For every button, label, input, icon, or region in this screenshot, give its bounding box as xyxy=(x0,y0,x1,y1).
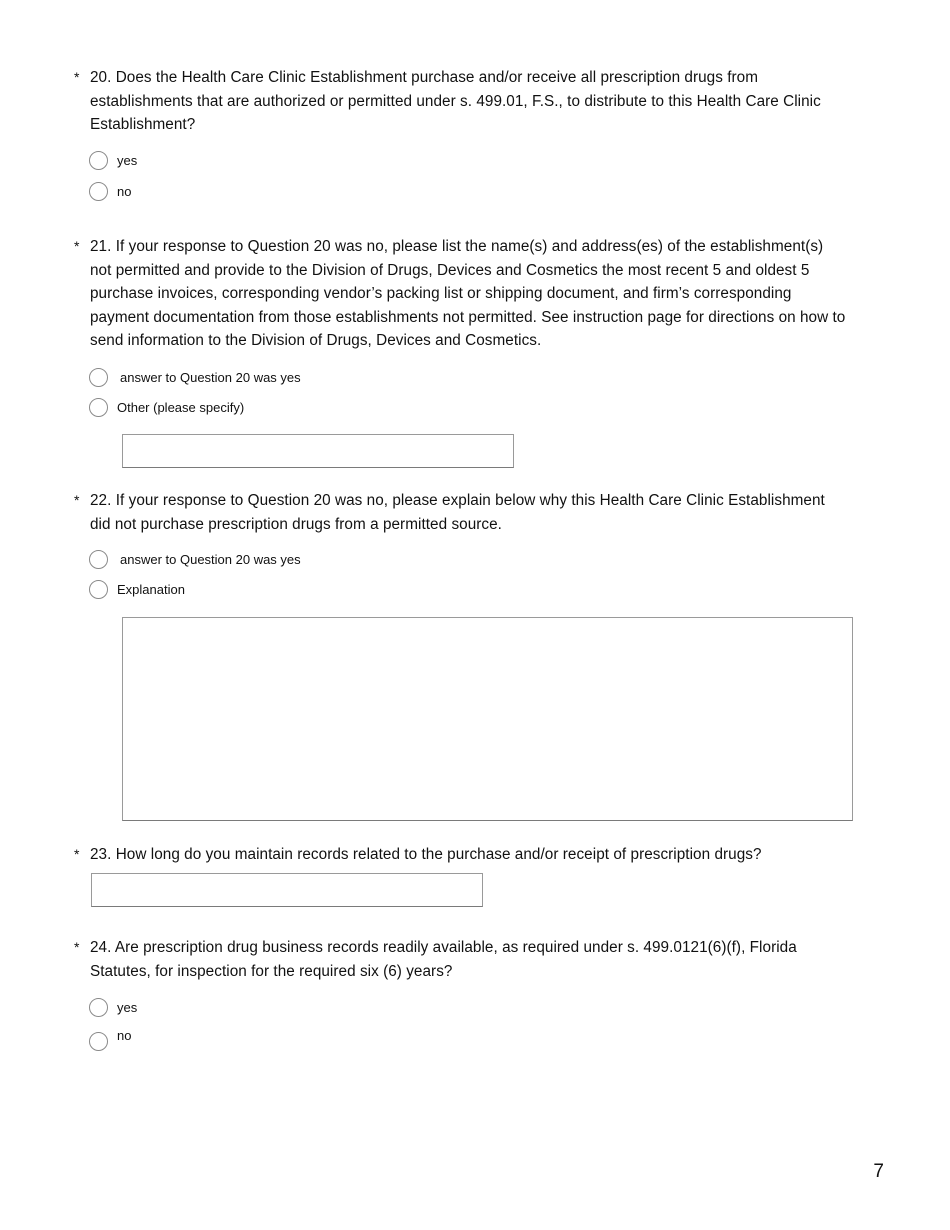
question-20 xyxy=(74,66,848,137)
question-22 xyxy=(74,489,848,536)
required-marker: * xyxy=(74,69,80,85)
question-21 xyxy=(74,235,848,353)
q22-answer-yes-label: answer to Question 20 was yes xyxy=(120,551,301,567)
q24-yes-radio[interactable] xyxy=(89,998,108,1017)
q20-option-no[interactable] xyxy=(89,180,131,202)
q21-option-answer-yes[interactable] xyxy=(89,366,301,388)
question-24 xyxy=(74,936,848,983)
question-23-text: 23. How long do you maintain records related to the purchase and/or receipt of prescription drugs? xyxy=(90,846,762,863)
q21-option-other[interactable] xyxy=(89,396,244,418)
question-23 xyxy=(74,843,848,867)
q21-answer-yes-radio[interactable] xyxy=(89,368,108,387)
q21-other-specify-input[interactable] xyxy=(122,434,514,468)
q22-option-answer-yes[interactable] xyxy=(89,548,301,570)
q24-no-radio[interactable] xyxy=(89,1032,108,1051)
q21-answer-yes-label: answer to Question 20 was yes xyxy=(120,369,301,385)
q24-yes-label: yes xyxy=(117,999,138,1015)
question-22-text: 22. If your response to Question 20 was no, please explain below why this Health Care Clinic Establishment did not purchase prescription drugs from a permitted source. xyxy=(90,492,825,533)
q22-option-explanation[interactable] xyxy=(89,578,185,600)
page-number: 7 xyxy=(873,1161,884,1182)
q20-yes-radio[interactable] xyxy=(89,151,108,170)
q20-no-radio[interactable] xyxy=(89,182,108,201)
q22-explanation-textarea[interactable] xyxy=(122,617,853,821)
q22-explanation-radio[interactable] xyxy=(89,580,108,599)
q22-explanation-label: Explanation xyxy=(117,581,185,597)
q24-option-yes[interactable] xyxy=(89,996,137,1018)
q24-no-label: no xyxy=(117,1028,132,1043)
q24-option-no[interactable] xyxy=(89,1028,132,1053)
required-marker: * xyxy=(74,846,80,862)
q23-duration-input[interactable] xyxy=(91,873,483,907)
question-24-text: 24. Are prescription drug business records readily available, as required under s. 499.0121(6)(f), Florida Statutes, for inspection for the required six (6) years? xyxy=(90,939,797,980)
q20-no-label: no xyxy=(117,183,132,199)
q21-other-radio[interactable] xyxy=(89,398,108,417)
required-marker: * xyxy=(74,492,80,508)
q20-option-yes[interactable] xyxy=(89,149,137,171)
q22-answer-yes-radio[interactable] xyxy=(89,550,108,569)
q20-yes-label: yes xyxy=(117,152,138,168)
q21-other-label: Other (please specify) xyxy=(117,399,245,415)
question-21-text: 21. If your response to Question 20 was no, please list the name(s) and address(es) of the establishment(s) not permitted and provide to the Division of Drugs, Devices and Cosmetics the most recent 5 and oldest 5 purchase invoices, corresponding vendor’s packing list or shipping document, and firm’s corresponding payment documentation from those establishments not permitted. See instruction page for directions on how to send information to the Division of Drugs, Devices and Cosmetics. xyxy=(90,238,846,349)
question-20-text: 20. Does the Health Care Clinic Establishment purchase and/or receive all prescription drugs from establishments that are authorized or permitted under s. 499.01, F.S., to distribute to this Health Care Clinic Establishment? xyxy=(90,69,821,133)
required-marker: * xyxy=(74,238,80,254)
required-marker: * xyxy=(74,939,80,955)
